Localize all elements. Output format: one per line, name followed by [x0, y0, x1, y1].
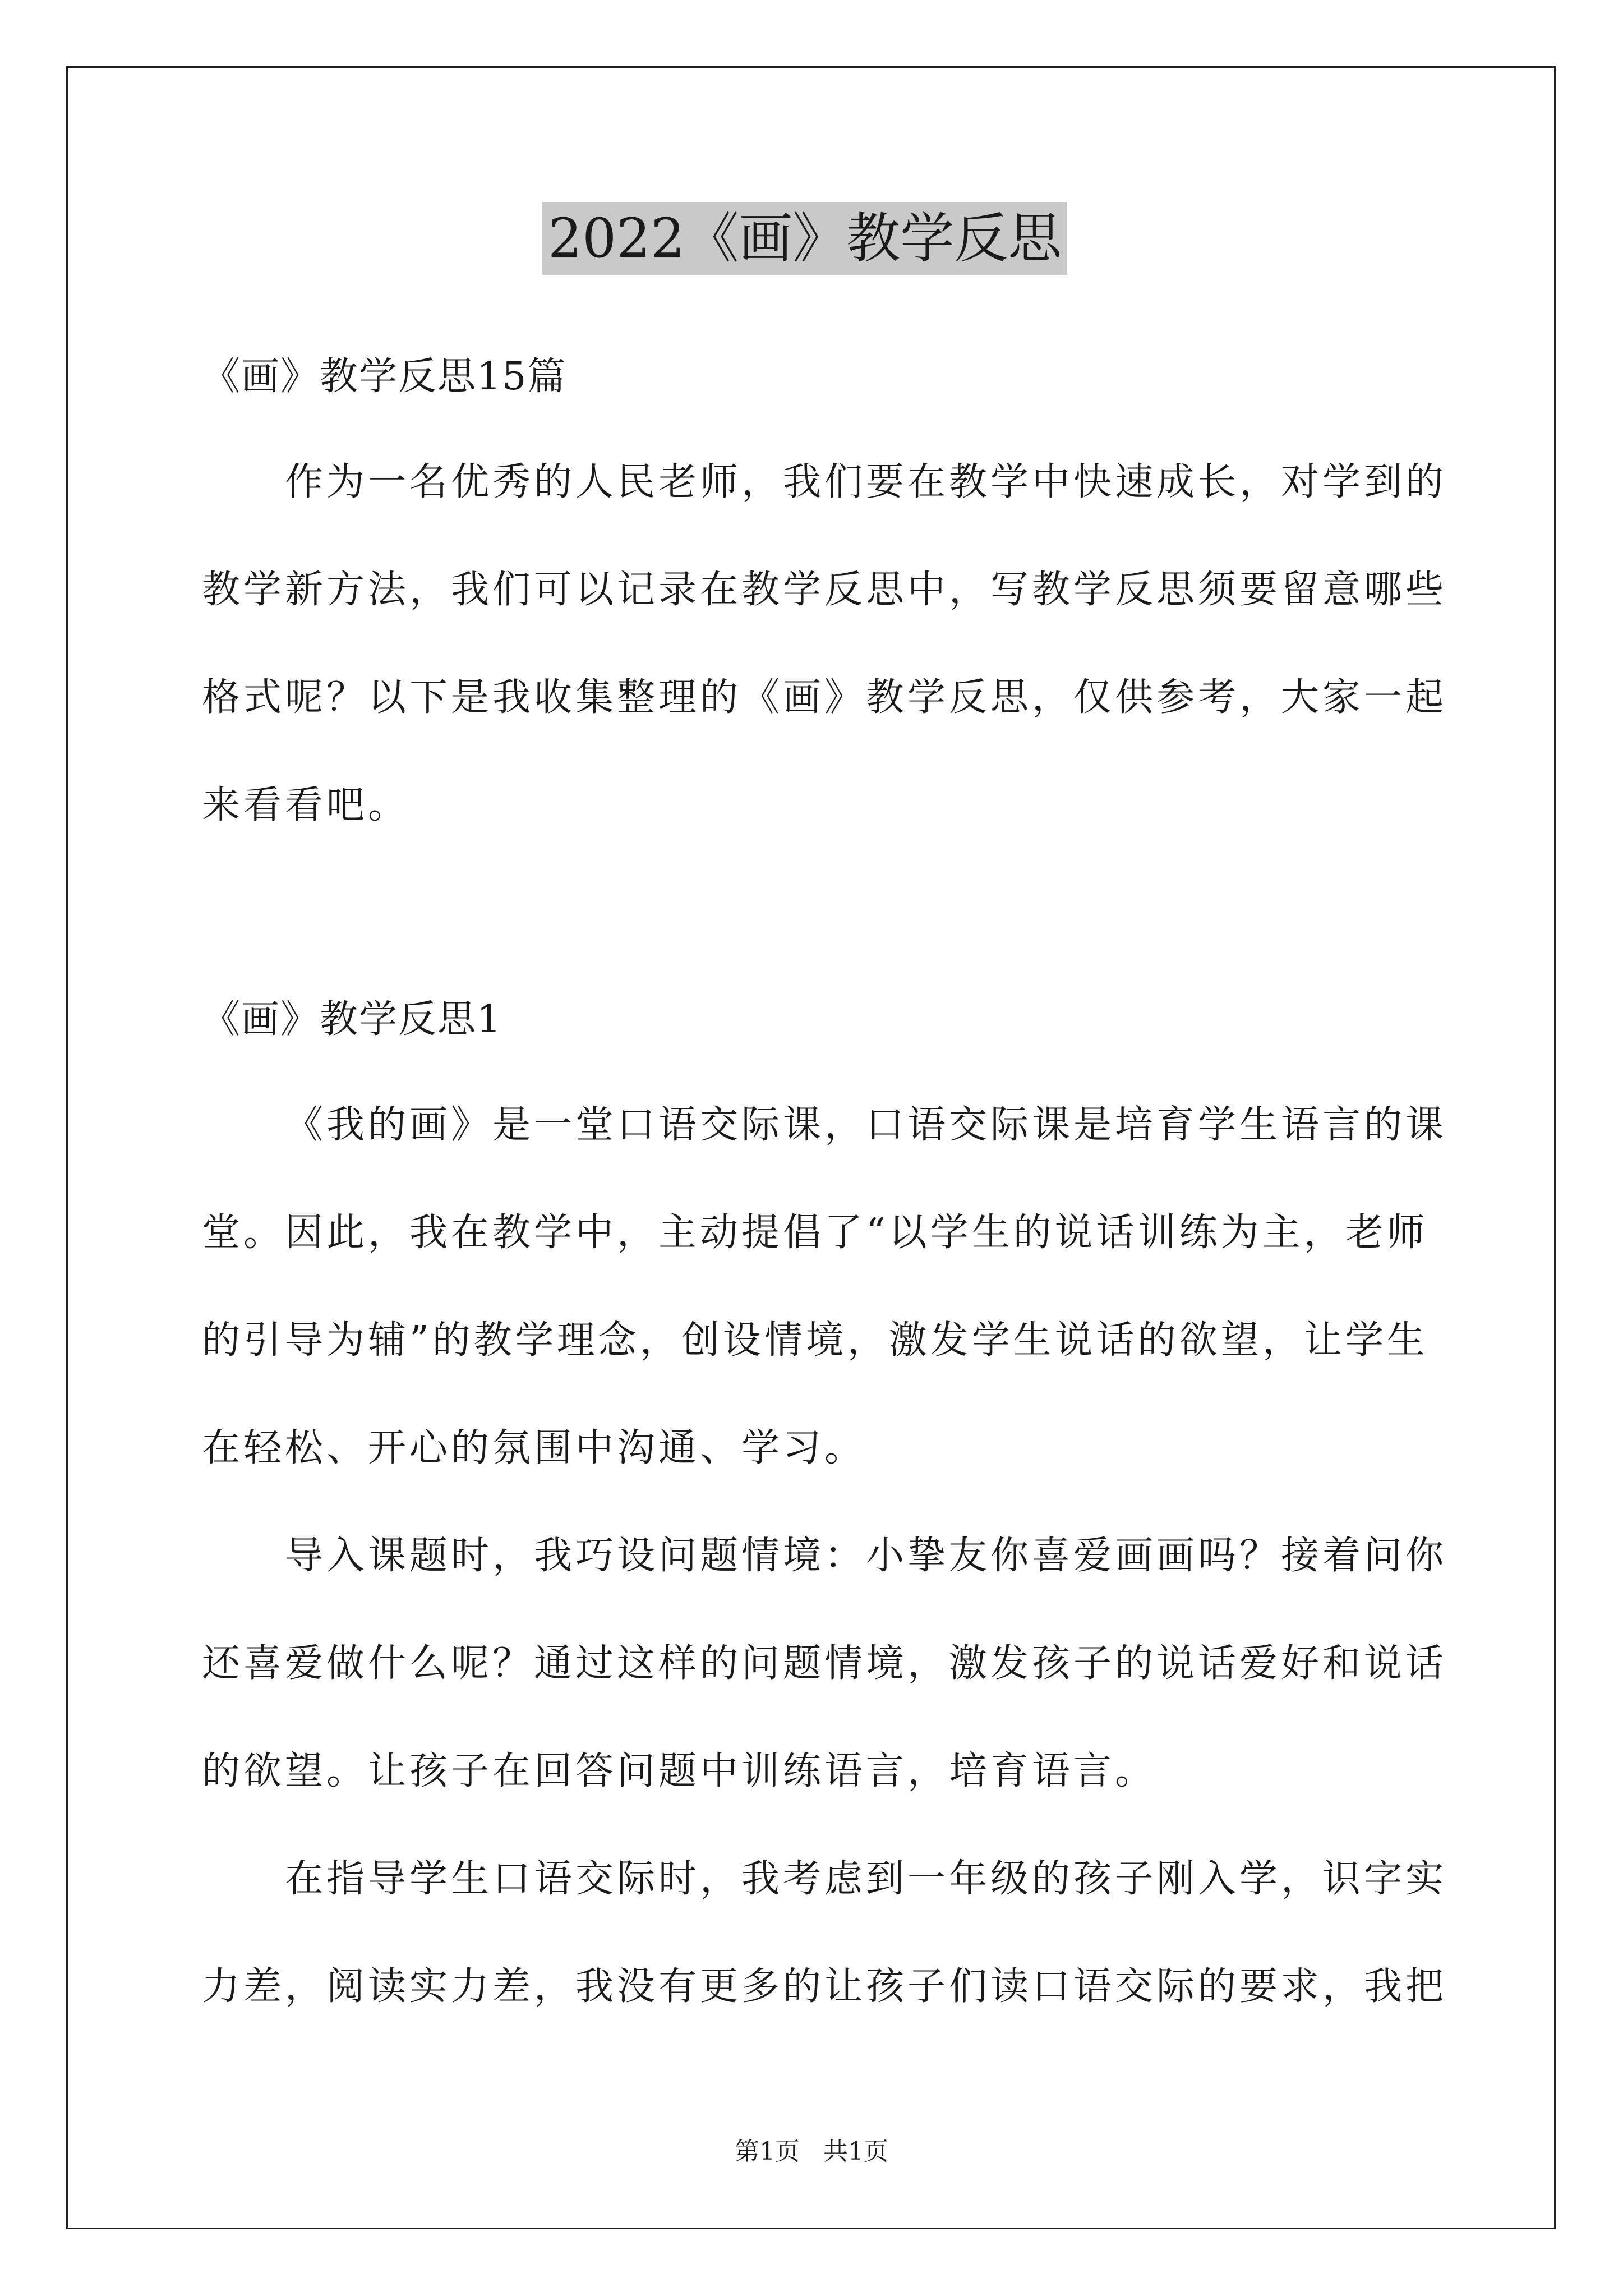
page-total: 共1页 [823, 2137, 888, 2166]
paragraph-line: 《我的画》是一堂口语交际课，口语交际课是培育学生语言的课 [285, 1103, 1447, 1147]
paragraph-line: 堂。因此，我在教学中，主动提倡了“以学生的说话训练为主，老师 [202, 1211, 1428, 1255]
intro-line: 格式呢？以下是我收集整理的《画》教学反思，仅供参考，大家一起 [202, 675, 1447, 720]
intro-line: 来看看吧。 [202, 783, 410, 827]
document-title: 2022《画》教学反思 [542, 202, 1067, 275]
paragraph-line: 在轻松、开心的氛围中沟通、学习。 [202, 1426, 866, 1470]
intro-line: 作为一名优秀的人民老师，我们要在教学中快速成长，对学到的 [285, 460, 1447, 504]
paragraph-line: 导入课题时，我巧设问题情境：小挚友你喜爱画画吗？接着问你 [285, 1534, 1447, 1578]
paragraph-line: 在指导学生口语交际时，我考虑到一年级的孩子刚入学，识字实 [285, 1857, 1447, 1901]
document-subtitle: 《画》教学反思15篇 [202, 355, 567, 399]
paragraph-line: 的欲望。让孩子在回答问题中训练语言，培育语言。 [202, 1749, 1157, 1793]
page-footer [0, 2135, 1623, 2169]
intro-line: 教学新方法，我们可以记录在教学反思中，写教学反思须要留意哪些 [202, 568, 1447, 612]
paragraph-line: 还喜爱做什么呢？通过这样的问题情境，激发孩子的说话爱好和说话 [202, 1641, 1447, 1686]
page-number: 第1页 [735, 2137, 800, 2166]
paragraph-line: 力差，阅读实力差，我没有更多的让孩子们读口语交际的要求，我把 [202, 1964, 1447, 2009]
section-heading: 《画》教学反思1 [202, 997, 502, 1042]
paragraph-line: 的引导为辅”的教学理念，创设情境，激发学生说话的欲望，让学生 [202, 1318, 1428, 1363]
